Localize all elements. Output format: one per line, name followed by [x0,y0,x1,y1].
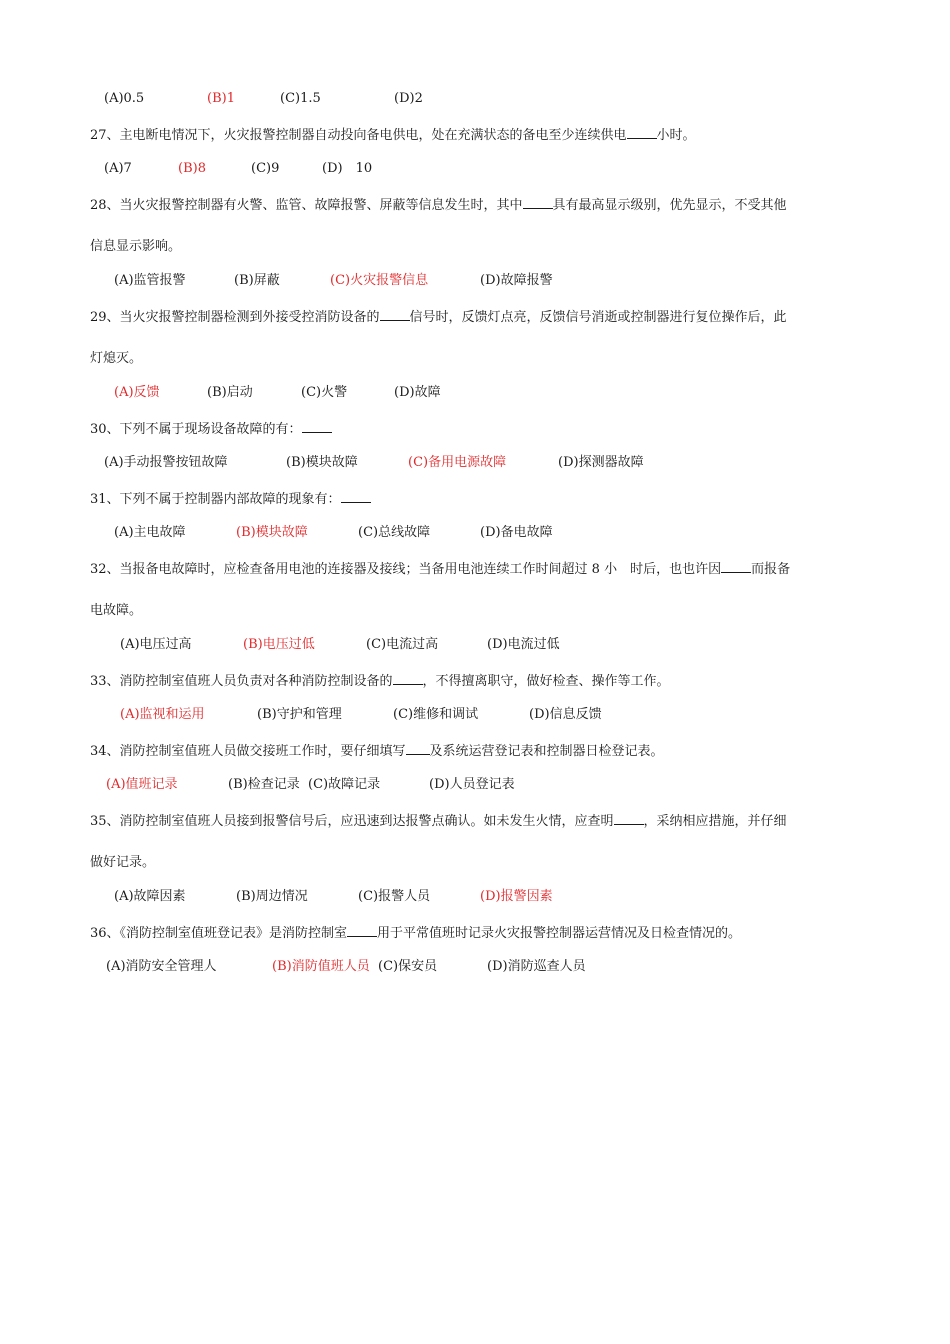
q34-stem-part1: 34、消防控制室值班人员做交接班工作时，要仔细填写 [90,744,406,759]
q36-stem-part1: 36、《消防控制室值班登记表》是消防控制室 [90,926,348,941]
q31-stem [90,490,371,509]
q30-option-d: (D)探测器故障 [558,455,644,470]
q29-option-d: (D)故障 [394,385,441,400]
q33-stem [90,672,670,691]
q31-blank [341,490,371,503]
q28-option-a: (A)监管报警 [114,273,186,288]
q28-stem [90,196,787,215]
q36-stem [90,924,741,943]
q26-option-d: (D)2 [394,91,423,106]
q36-option-b-answer: (B)消防值班人员 [272,959,370,974]
q29-option-c: (C)火警 [301,385,348,400]
q30-stem-part1: 30、下列不属于现场设备故障的有： [90,422,302,437]
q31-option-c: (C)总线故障 [358,525,431,540]
q27-blank [627,126,657,139]
q26-option-b-answer: (B)1 [207,91,235,106]
q32-stem [90,560,790,579]
q32-stem-continued: 电故障。 [90,603,143,618]
q30-option-b: (B)模块故障 [286,455,358,470]
q27-option-b-answer: (B)8 [178,161,206,176]
q35-stem-continued: 做好记录。 [90,855,156,870]
q27-option-c: (C)9 [251,161,280,176]
q32-stem-part2: 而报备 [751,562,791,577]
q35-stem-part1: 35、消防控制室值班人员接到报警信号后，应迅速到达报警点确认。如未发生火情，应查明 [90,814,614,829]
q33-option-b: (B)守护和管理 [257,707,342,722]
q29-stem-part2: 信号时，反馈灯点亮，反馈信号消逝或控制器进行复位操作后，此 [409,310,787,325]
q29-stem-part1: 29、当火灾报警控制器检测到外接受控消防设备的 [90,310,380,325]
q28-stem-part1: 28、当火灾报警控制器有火警、监管、故障报警、屏蔽等信息发生时，其中 [90,198,523,213]
q32-option-c: (C)电流过高 [366,637,439,652]
q31-option-a: (A)主电故障 [114,525,186,540]
q29-option-a-answer: (A)反馈 [114,385,160,400]
q34-option-b: (B)检查记录 [228,777,300,792]
q35-option-b: (B)周边情况 [236,889,308,904]
q29-stem [90,308,787,327]
q32-stem-part1: 32、当报备电故障时，应检查备用电池的连接器及接线；当备用电池连续工作时间超过 8 小 时后，也也许因 [90,562,722,577]
q27-option-d: (D) 10 [322,161,373,176]
q35-stem-part2: ，采纳相应措施，并仔细 [643,814,787,829]
q33-option-d: (D)信息反馈 [529,707,602,722]
q34-stem [90,742,664,761]
q36-option-d: (D)消防巡查人员 [487,959,586,974]
q36-stem-part2: 用于平常值班时记录火灾报警控制器运营情况及日检查情况的。 [377,926,742,941]
q30-option-a: (A)手动报警按钮故障 [104,455,228,470]
q30-stem [90,420,332,439]
q31-option-d: (D)备电故障 [480,525,553,540]
q34-option-c: (C)故障记录 [308,777,381,792]
q28-option-d: (D)故障报警 [480,273,553,288]
q28-stem-part2: 具有最高显示级别，优先显示，不受其他 [552,198,787,213]
q35-stem [90,812,787,831]
q35-blank [614,812,644,825]
q35-option-c: (C)报警人员 [358,889,431,904]
q34-blank [406,742,430,755]
q27-stem [90,126,696,145]
q34-stem-part2: 及系统运营登记表和控制器日检登记表。 [429,744,664,759]
q28-option-b: (B)屏蔽 [234,273,280,288]
q32-option-b-answer: (B)电压过低 [243,637,315,652]
q26-option-a: (A)0.5 [104,91,145,106]
q29-stem-continued: 灯熄灭。 [90,351,143,366]
q27-stem-part1: 27、主电断电情况下，火灾报警控制器自动投向备电供电，处在充满状态的备电至少连续供电 [90,128,627,143]
q29-option-b: (B)启动 [207,385,253,400]
q27-option-a: (A)7 [104,161,132,176]
q31-option-b-answer: (B)模块故障 [236,525,308,540]
q33-stem-part1: 33、消防控制室值班人员负责对各种消防控制设备的 [90,674,393,689]
q35-option-d-answer: (D)报警因素 [480,889,553,904]
q28-stem-continued: 信息显示影响。 [90,239,182,254]
q34-option-d: (D)人员登记表 [429,777,515,792]
q30-option-c-answer: (C)备用电源故障 [408,455,507,470]
q31-stem-part1: 31、下列不属于控制器内部故障的现象有： [90,492,341,507]
q29-blank [380,308,410,321]
q28-blank [523,196,553,209]
q33-blank [393,672,423,685]
q35-option-a: (A)故障因素 [114,889,186,904]
q33-option-c: (C)维修和调试 [393,707,479,722]
q32-blank [721,560,751,573]
q34-option-a-answer: (A)值班记录 [106,777,178,792]
q32-option-d: (D)电流过低 [487,637,560,652]
q26-option-c: (C)1.5 [280,91,321,106]
q32-option-a: (A)电压过高 [120,637,192,652]
q36-option-c: (C)保安员 [378,959,438,974]
q36-blank [347,924,377,937]
q36-option-a: (A)消防安全管理人 [106,959,217,974]
q28-option-c-answer: (C)火灾报警信息 [330,273,429,288]
q30-blank [302,420,332,433]
q33-stem-part2: ，不得擅离职守，做好检查、操作等工作。 [422,674,670,689]
q27-stem-part2: 小时。 [656,128,696,143]
q33-option-a-answer: (A)监视和运用 [120,707,205,722]
